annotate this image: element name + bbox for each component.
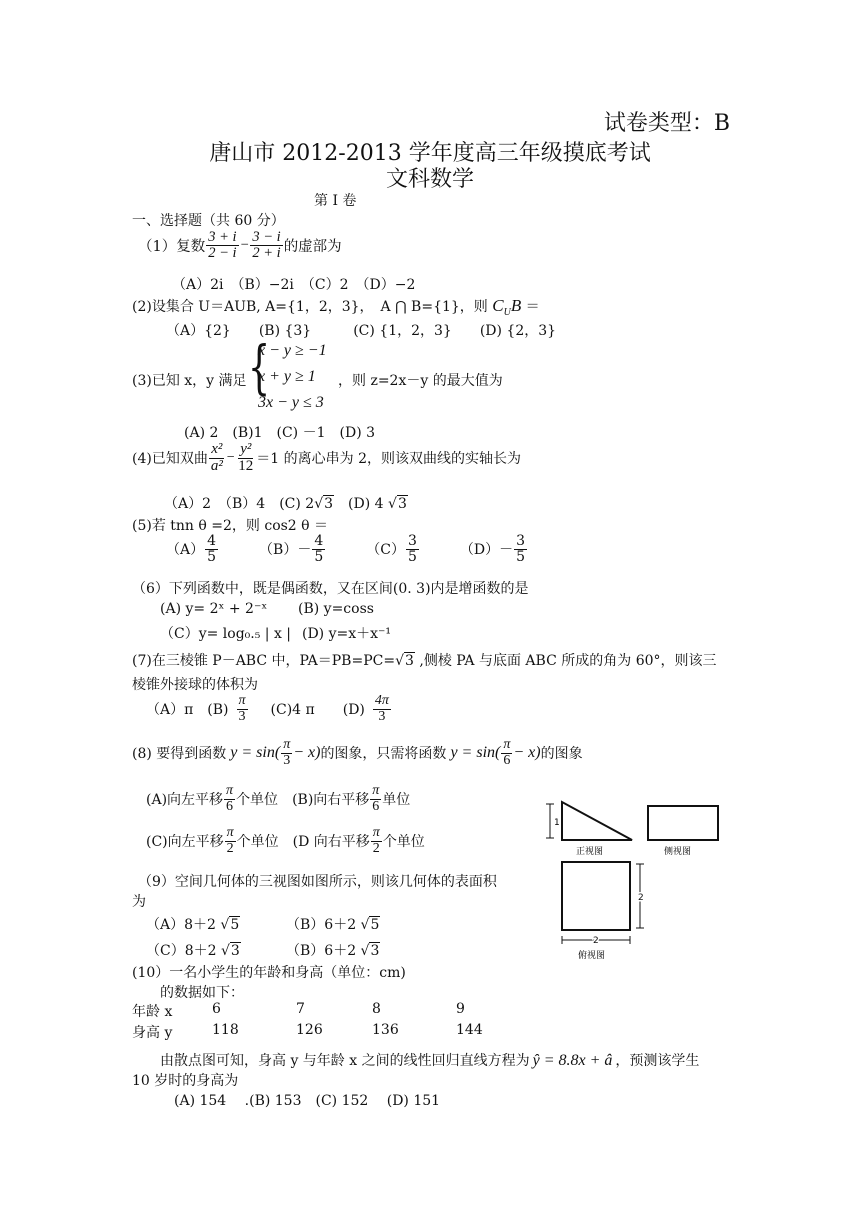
q5-d-frac bbox=[514, 534, 527, 564]
q5-d-den: 5 bbox=[516, 548, 526, 565]
q6-option-b: (B) y=coss bbox=[298, 601, 374, 617]
q10-equation: ŷ = 8.8x + â bbox=[532, 1052, 613, 1069]
q10-row1-cell: 8 bbox=[372, 1001, 381, 1017]
exam-subtitle: 文科数学 bbox=[385, 167, 474, 192]
q5-c-num: 3 bbox=[407, 533, 417, 549]
q2-equals: ＝ bbox=[521, 299, 540, 315]
exam-title: 唐山市 2012-2013 学年度高三年级摸底考试 bbox=[209, 141, 651, 166]
paper-type-label: 试卷类型：B bbox=[603, 111, 730, 136]
q1-fraction-1 bbox=[206, 230, 238, 261]
q7-d-num: 4π bbox=[374, 693, 389, 708]
q7-options bbox=[146, 694, 392, 724]
q7-stem-post: ,侧棱 PA 与底面 ABC 所成的角为 60°，则该三 bbox=[414, 653, 717, 669]
q10-row1-label: 年龄 x bbox=[132, 1004, 173, 1020]
q9-option-a: （A）8＋2 √5 bbox=[146, 917, 240, 933]
q3-options: (A) 2 (B)1 (C) －1 (D) 3 bbox=[184, 425, 376, 441]
q6-option-a: (A) y= 2ˣ + 2⁻ˣ bbox=[160, 601, 268, 617]
q8-d-den: 2 bbox=[372, 840, 380, 856]
q8-pre: (8) 要得到函数 bbox=[132, 746, 227, 763]
q8-b-post: 单位 bbox=[382, 792, 411, 809]
q8-f2: y = sin( bbox=[450, 744, 501, 762]
q4-opt-d-radicand: 3 bbox=[397, 496, 407, 512]
q5-d-num: 3 bbox=[516, 533, 526, 549]
q1-options: （A）2i （B）−2i （C）2 （D）−2 bbox=[172, 277, 416, 293]
q10-options: (A) 154 .(B) 153 (C) 152 (D) 151 bbox=[174, 1093, 441, 1109]
q1-f1-num: 3 + i bbox=[208, 229, 237, 245]
q8-options-row2 bbox=[146, 826, 425, 856]
q8-post: 的图象 bbox=[540, 746, 583, 763]
q8-c-den: 2 bbox=[226, 840, 234, 856]
q9-b-text: （B）6＋2 bbox=[286, 917, 357, 933]
q3-prefix: (3)已知 x，y 满足 bbox=[132, 373, 247, 389]
q5-options bbox=[166, 534, 528, 564]
q5-c-frac bbox=[406, 534, 419, 564]
q4-f1-num: x² bbox=[211, 441, 223, 457]
q5-b-label: （B）－ bbox=[259, 542, 312, 559]
q9-b-rad: 5 bbox=[370, 917, 380, 933]
q10-text-post: ，预测该学生 bbox=[615, 1053, 700, 1069]
q4-f2-den: 12 bbox=[238, 457, 254, 474]
q8-d-post: 个单位 bbox=[382, 834, 425, 851]
q8-d-pre: (D 向右平移 bbox=[292, 834, 370, 851]
q9-stem-1: （9）空间几何体的三视图如图所示，则该几何体的表面积 bbox=[138, 874, 497, 890]
q5-b-den: 5 bbox=[314, 548, 324, 565]
front-view-triangle bbox=[562, 802, 632, 840]
q3-suffix: ，则 z=2x－y 的最大值为 bbox=[338, 373, 503, 389]
q10-row2-cell: 126 bbox=[296, 1022, 323, 1038]
q8-c-frac bbox=[225, 826, 236, 856]
q10-stem-2: 的数据如下： bbox=[160, 985, 244, 1001]
q5-b-num: 4 bbox=[314, 533, 324, 549]
q2-complement-sub: U bbox=[503, 306, 511, 318]
top-view-square bbox=[562, 862, 630, 930]
q8-b-frac bbox=[370, 784, 381, 814]
q4-prefix: (4)已知双曲 bbox=[132, 451, 208, 468]
q7-d-den: 3 bbox=[378, 708, 386, 724]
q10-stem-1: (10）一名小学生的年龄和身高（单位：cm) bbox=[132, 965, 406, 981]
q10-row2-cell: 136 bbox=[372, 1022, 399, 1038]
front-view-dim-label: 1 bbox=[554, 818, 560, 828]
q8-f2-frac bbox=[501, 738, 512, 768]
q4-suffix: ＝1 的离心串为 2，则该双曲线的实轴长为 bbox=[256, 451, 522, 468]
q9-c-rad: 3 bbox=[230, 943, 240, 959]
q5-b-frac bbox=[312, 534, 325, 564]
section-heading: 一、选择题（共 60 分） bbox=[132, 213, 285, 229]
q8-options-row1 bbox=[146, 784, 410, 814]
q10-row2-label: 身高 y bbox=[132, 1025, 173, 1041]
q8-f1-den: 3 bbox=[283, 752, 291, 768]
q7-opt-b-frac bbox=[237, 694, 248, 724]
q10-line2: 10 岁时的身高为 bbox=[132, 1073, 239, 1089]
q8-b-num: π bbox=[372, 783, 380, 798]
front-view-caption: 正视图 bbox=[576, 847, 604, 857]
q9-option-c: （C）8＋2 √3 bbox=[146, 943, 240, 959]
q5-a-frac bbox=[205, 534, 218, 564]
q7-radicand: 3 bbox=[405, 653, 414, 669]
q8-f1-end: − x) bbox=[293, 744, 321, 762]
q1-prefix: （1）复数 bbox=[138, 239, 206, 256]
q8-b-den: 6 bbox=[372, 798, 380, 814]
top-view-horiz-label: 2 bbox=[593, 936, 599, 946]
q2-options: （A）{2} (B) {3} (C) {1，2，3} (D) {2，3} bbox=[166, 323, 557, 339]
q8-a-num: π bbox=[226, 783, 234, 798]
q6-option-c: （C）y= log₀.₅ | x | bbox=[160, 626, 292, 642]
q8-a-post: 个单位 bbox=[236, 792, 279, 809]
q8-c-post: 个单位 bbox=[236, 834, 279, 851]
q8-a-frac bbox=[224, 784, 235, 814]
q1-suffix: 的虚部为 bbox=[283, 239, 342, 256]
q8-a-den: 6 bbox=[226, 798, 234, 814]
q7-opt-a: （A）π (B) bbox=[146, 702, 229, 719]
q7-opt-d-frac bbox=[373, 694, 391, 724]
q8-d-num: π bbox=[372, 825, 380, 840]
q5-a-label: （A） bbox=[166, 542, 205, 559]
q8-stem bbox=[132, 738, 583, 768]
q8-d-frac bbox=[371, 826, 382, 856]
q8-f1-frac bbox=[281, 738, 292, 768]
q7-stem: (7)在三棱锥 P－ABC 中，PA＝PB=PC=√3 ,侧棱 PA 与底面 ABC 所成的角为 60°，则该三 bbox=[132, 653, 717, 669]
q1-fraction-2 bbox=[250, 230, 282, 261]
q10-row1-cell: 9 bbox=[456, 1001, 465, 1017]
q8-mid: 的图象，只需将函数 bbox=[320, 746, 447, 763]
q10-row1-cell: 7 bbox=[296, 1001, 305, 1017]
top-view-caption: 俯视图 bbox=[578, 951, 606, 961]
q5-c-label: （C） bbox=[366, 542, 405, 559]
q6-option-d: (D) y=x＋x⁻¹ bbox=[302, 626, 392, 642]
q6-stem: （6）下列函数中，既是偶函数，又在区间(0. 3)内是增函数的是 bbox=[132, 581, 529, 597]
question-4: (4)已知双曲 $\frac{\text{x²}}{\text{a²}}$ − $\frac{\text{y²}}{12}$ ＝1 的离心串为 2，则该双曲线的实轴长为 bbox=[132, 441, 522, 474]
q2-complement-set: B bbox=[510, 296, 522, 315]
three-view-figure bbox=[540, 796, 740, 966]
q5-a-den: 5 bbox=[207, 548, 217, 565]
q10-row1-cell: 6 bbox=[212, 1001, 221, 1017]
q3-brace: { bbox=[248, 333, 271, 401]
q4-options: （A）2 （B）4 (C) 2√3 (D) 4 √3 bbox=[164, 496, 407, 512]
q2-stem: (2)设集合 U＝AUB, A={1，2，3}， A ⋂ B={1}，则 bbox=[132, 299, 488, 315]
q7-b-num: π bbox=[238, 693, 246, 708]
q3-constraint-3: 3x − y ≤ 3 bbox=[258, 394, 324, 411]
q9-a-rad: 5 bbox=[230, 917, 240, 933]
q8-c-pre: (C)向左平移 bbox=[146, 834, 224, 851]
question-1: （1）复数 $\frac{3 + i}{2 - i}$ − $\frac{3 - i}{2 + i}$ 的虚部为 bbox=[138, 229, 342, 262]
q5-d-label: （D）－ bbox=[459, 542, 514, 559]
q9-d-rad: 3 bbox=[370, 943, 380, 959]
q9-option-b: （B）6＋2 √5 bbox=[286, 917, 380, 933]
q9-option-d: （B）6＋2 √3 bbox=[286, 943, 380, 959]
q8-b-pre: (B)向右平移 bbox=[292, 792, 370, 809]
q5-c-den: 5 bbox=[407, 548, 417, 565]
question-2 bbox=[132, 296, 540, 318]
q9-d-text: （B）6＋2 bbox=[286, 943, 357, 959]
q7-stem-pre: (7)在三棱锥 P－ABC 中，PA＝PB=PC= bbox=[132, 653, 396, 669]
q8-c-num: π bbox=[226, 825, 234, 840]
q4-opt-c-radicand: 3 bbox=[324, 496, 334, 512]
q5-a-num: 4 bbox=[207, 533, 217, 549]
q8-a-pre: (A)向左平移 bbox=[146, 792, 224, 809]
q8-f1: y = sin( bbox=[230, 744, 281, 762]
q5-stem: (5)若 tnn θ =2，则 cos2 θ ＝ bbox=[132, 518, 329, 534]
q1-f2-den: 2 + i bbox=[252, 245, 281, 262]
q9-stem-2: 为 bbox=[132, 894, 146, 910]
part-label: 第 I 卷 bbox=[314, 193, 357, 209]
q9-c-text: （C）8＋2 bbox=[146, 943, 217, 959]
q2-complement: C bbox=[492, 296, 504, 315]
q10-row2-cell: 144 bbox=[456, 1022, 483, 1038]
q8-f2-num: π bbox=[503, 737, 511, 752]
q1-f1-den: 2 − i bbox=[208, 245, 237, 262]
side-view-rect bbox=[648, 806, 718, 840]
q4-fraction-1 bbox=[209, 442, 225, 475]
q4-fraction-2 bbox=[236, 442, 255, 475]
q9-a-text: （A）8＋2 bbox=[146, 917, 216, 933]
q10-row2-cell: 118 bbox=[212, 1022, 239, 1038]
q3-constraint-2: x + y ≥ 1 bbox=[258, 368, 316, 385]
top-view-vert-label: 2 bbox=[638, 893, 644, 903]
side-view-caption: 侧视图 bbox=[664, 847, 692, 857]
q8-f2-end: − x) bbox=[513, 744, 541, 762]
q3-constraint-1: x − y ≥ −1 bbox=[258, 342, 327, 359]
q7-opt-c: (C)4 π (D) bbox=[270, 702, 365, 719]
q7-line2: 棱锥外接球的体积为 bbox=[132, 677, 258, 693]
q4-opt-a-c: （A）2 （B）4 (C) 2 bbox=[164, 496, 315, 512]
q10-text-pre: 由散点图可知，身高 y 与年龄 x 之间的线性回归直线方程为 bbox=[160, 1053, 530, 1069]
q4-f2-num: y² bbox=[240, 441, 252, 457]
q4-f1-den: a² bbox=[210, 457, 223, 474]
q4-opt-d: (D) 4 bbox=[334, 496, 384, 512]
q8-f1-num: π bbox=[283, 737, 291, 752]
q10-text bbox=[160, 1050, 699, 1070]
q8-f2-den: 6 bbox=[503, 752, 511, 768]
q7-b-den: 3 bbox=[238, 708, 246, 724]
q1-f2-num: 3 − i bbox=[252, 229, 281, 245]
